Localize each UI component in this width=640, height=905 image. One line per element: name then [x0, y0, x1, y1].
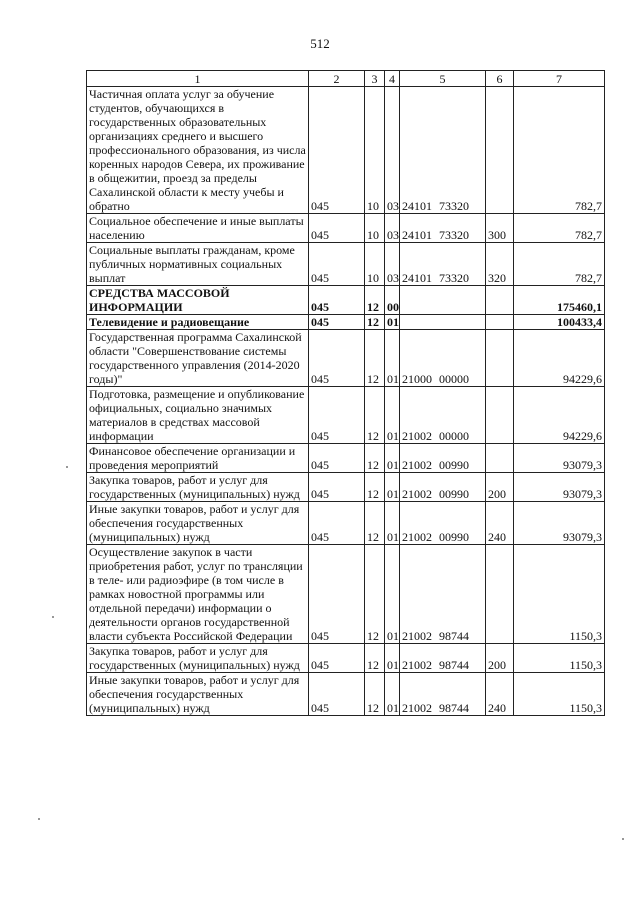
expense-type-code [486, 315, 514, 330]
ministry-code: 045 [309, 502, 365, 545]
ministry-code: 045 [309, 644, 365, 673]
table-row [87, 673, 605, 716]
expense-type-code [486, 87, 514, 214]
subsection-code: 03 [385, 214, 400, 243]
amount: 93079,3 [514, 444, 605, 473]
expense-type-code: 200 [486, 473, 514, 502]
scan-speck [38, 818, 40, 820]
row-name: Иные закупки товаров, работ и услуг для обеспечения государственных (муниципальных) нужд [87, 673, 309, 716]
subsection-code: 01 [385, 644, 400, 673]
expense-type-code [486, 286, 514, 315]
header-row [87, 71, 605, 87]
ministry-code: 045 [309, 315, 365, 330]
row-name: Частичная оплата услуг за обучение студентов, обучающихся в государственных образовательных организациях среднего и высшего профессионального образования, из числа коренных народов Севера, их проживание в общежитии, проезд за пределы Сахалинской области к месту учебы и обратно [87, 87, 309, 214]
subsection-code: 03 [385, 87, 400, 214]
table-row [87, 87, 605, 214]
expense-type-code [486, 545, 514, 644]
target-article-code: 21000 00000 [400, 330, 486, 387]
column-header: 6 [486, 71, 514, 87]
subsection-code: 03 [385, 243, 400, 286]
section-code: 12 [365, 330, 385, 387]
target-article-code: 24101 73320 [400, 87, 486, 214]
subsection-code: 01 [385, 387, 400, 444]
subsection-code: 01 [385, 473, 400, 502]
column-header: 1 [87, 71, 309, 87]
section-code: 12 [365, 473, 385, 502]
table-row [87, 644, 605, 673]
expense-type-code [486, 330, 514, 387]
row-name: Иные закупки товаров, работ и услуг для обеспечения государственных (муниципальных) нужд [87, 502, 309, 545]
subsection-code: 00 [385, 286, 400, 315]
row-name: Телевидение и радиовещание [87, 315, 309, 330]
amount: 93079,3 [514, 473, 605, 502]
expense-type-code: 300 [486, 214, 514, 243]
amount: 100433,4 [514, 315, 605, 330]
column-header: 5 [400, 71, 486, 87]
section-code: 12 [365, 286, 385, 315]
row-name: Финансовое обеспечение организации и проведения мероприятий [87, 444, 309, 473]
ministry-code: 045 [309, 243, 365, 286]
table-row [87, 330, 605, 387]
subsection-code: 01 [385, 502, 400, 545]
ministry-code: 045 [309, 545, 365, 644]
section-code: 10 [365, 87, 385, 214]
subsection-code: 01 [385, 444, 400, 473]
table-row [87, 315, 605, 330]
amount: 175460,1 [514, 286, 605, 315]
ministry-code: 045 [309, 87, 365, 214]
amount: 782,7 [514, 87, 605, 214]
ministry-code: 045 [309, 286, 365, 315]
column-header: 7 [514, 71, 605, 87]
target-article-code: 21002 00990 [400, 444, 486, 473]
subsection-code: 01 [385, 330, 400, 387]
ministry-code: 045 [309, 387, 365, 444]
target-article-code: 21002 00000 [400, 387, 486, 444]
subsection-code: 01 [385, 315, 400, 330]
column-header: 4 [385, 71, 400, 87]
table-row [87, 502, 605, 545]
row-name: Подготовка, размещение и опубликование официальных, социально значимых материалов в средствах массовой информации [87, 387, 309, 444]
target-article-code: 21002 98744 [400, 673, 486, 716]
table-row [87, 473, 605, 502]
expense-type-code: 240 [486, 502, 514, 545]
amount: 1150,3 [514, 644, 605, 673]
section-code: 10 [365, 243, 385, 286]
scan-speck [52, 616, 54, 618]
target-article-code: 24101 73320 [400, 243, 486, 286]
table-row [87, 243, 605, 286]
amount: 782,7 [514, 214, 605, 243]
subsection-code: 01 [385, 545, 400, 644]
target-article-code: 21002 00990 [400, 473, 486, 502]
row-name: Социальное обеспечение и иные выплаты населению [87, 214, 309, 243]
expense-type-code [486, 444, 514, 473]
section-code: 12 [365, 502, 385, 545]
page-number: 512 [310, 36, 330, 51]
amount: 1150,3 [514, 673, 605, 716]
target-article-code: 24101 73320 [400, 214, 486, 243]
amount: 782,7 [514, 243, 605, 286]
expense-type-code [486, 387, 514, 444]
section-code: 12 [365, 644, 385, 673]
budget-table [86, 70, 605, 716]
section-code: 12 [365, 673, 385, 716]
amount: 94229,6 [514, 387, 605, 444]
ministry-code: 045 [309, 330, 365, 387]
row-name: СРЕДСТВА МАССОВОЙ ИНФОРМАЦИИ [87, 286, 309, 315]
section-code: 12 [365, 545, 385, 644]
row-name: Закупка товаров, работ и услуг для государственных (муниципальных) нужд [87, 644, 309, 673]
expense-type-code: 320 [486, 243, 514, 286]
amount: 1150,3 [514, 545, 605, 644]
expense-type-code: 200 [486, 644, 514, 673]
ministry-code: 045 [309, 673, 365, 716]
target-article-code [400, 315, 486, 330]
table-row [87, 545, 605, 644]
section-code: 12 [365, 315, 385, 330]
row-name: Осуществление закупок в части приобретения работ, услуг по трансляции в теле- или радиоэфире (в том числе в рамках новостной программы или отдельной передачи) информации о деятельности органов государственной власти субъекта Российской Федерации [87, 545, 309, 644]
row-name: Государственная программа Сахалинской области "Совершенствование системы государственного управления (2014-2020 годы)" [87, 330, 309, 387]
row-name: Закупка товаров, работ и услуг для государственных (муниципальных) нужд [87, 473, 309, 502]
column-header: 2 [309, 71, 365, 87]
amount: 94229,6 [514, 330, 605, 387]
expense-type-code: 240 [486, 673, 514, 716]
target-article-code [400, 286, 486, 315]
target-article-code: 21002 00990 [400, 502, 486, 545]
amount: 93079,3 [514, 502, 605, 545]
ministry-code: 045 [309, 214, 365, 243]
ministry-code: 045 [309, 444, 365, 473]
subsection-code: 01 [385, 673, 400, 716]
table-row [87, 387, 605, 444]
section-code: 10 [365, 214, 385, 243]
scan-speck [66, 466, 68, 468]
column-header: 3 [365, 71, 385, 87]
target-article-code: 21002 98744 [400, 545, 486, 644]
target-article-code: 21002 98744 [400, 644, 486, 673]
scan-speck [622, 838, 624, 840]
section-code: 12 [365, 387, 385, 444]
ministry-code: 045 [309, 473, 365, 502]
section-code: 12 [365, 444, 385, 473]
row-name: Социальные выплаты гражданам, кроме публичных нормативных социальных выплат [87, 243, 309, 286]
table-row [87, 444, 605, 473]
table-row [87, 214, 605, 243]
table-row [87, 286, 605, 315]
